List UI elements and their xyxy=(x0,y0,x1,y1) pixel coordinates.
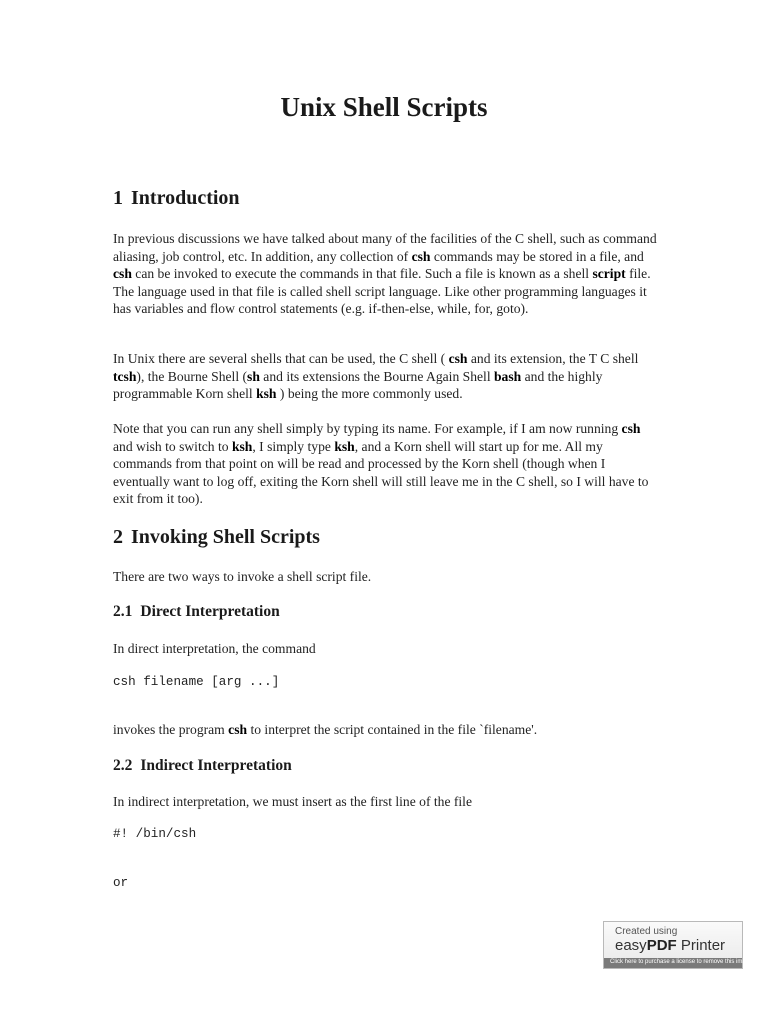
bold-command-name: csh xyxy=(228,722,248,737)
indirect-lead: In indirect interpretation, we must insert as the first line of the file xyxy=(113,794,472,809)
text-run: In Unix there are several shells that can be used, the C shell ( xyxy=(113,351,449,366)
section-number: 1 xyxy=(113,187,123,209)
text-run: invokes the program xyxy=(113,722,229,737)
text-run: to interpret the script contained in the file `filename'. xyxy=(247,722,538,737)
bold-command-name: ksh xyxy=(256,386,277,402)
text-run: Note that you can run any shell simply by typing its name. For example, if I am now running xyxy=(113,421,622,436)
intro-paragraph-3 xyxy=(113,420,661,508)
subsection-2-2-heading xyxy=(113,757,292,775)
section-2-intro: There are two ways to invoke a shell script file. xyxy=(113,569,372,584)
bold-command-name: csh xyxy=(113,266,132,282)
document-title: Unix Shell Scripts xyxy=(280,92,488,122)
easypdf-printer-badge[interactable] xyxy=(603,921,753,969)
subsection-2-1-heading xyxy=(113,603,280,621)
intro-paragraph-2 xyxy=(113,350,661,403)
subsection-title: Indirect Interpretation xyxy=(140,757,292,774)
text-run: commands may be stored in a file, and xyxy=(430,248,644,264)
bold-command-name: bash xyxy=(494,368,522,384)
text-run: , and a Korn shell will start up for me. All my commands from that point on will be read and processed by the Korn shell (though when I eventually want to log off, exiting the Korn shell will still leave me in the C shell, so I will have to exit from it too). xyxy=(113,438,649,507)
text-run: ), the Bourne Shell ( xyxy=(136,368,248,384)
bold-command-name: csh xyxy=(448,351,468,366)
intro-paragraph-1 xyxy=(113,230,661,318)
easypdf-logo: easyPDF Printer xyxy=(615,937,726,954)
section-1-heading xyxy=(113,187,240,210)
badge-license-link[interactable]: Click here to purchase a license to remove this image xyxy=(610,959,753,965)
bold-command-name: sh xyxy=(247,368,260,384)
text-run: and its extension, the T C shell xyxy=(467,351,639,366)
section-2-heading xyxy=(113,526,320,549)
direct-lead: In direct interpretation, the command xyxy=(113,641,316,656)
bold-command-name: script xyxy=(592,266,626,282)
subsection-title: Direct Interpretation xyxy=(140,603,280,620)
text-run: and the highly programmable Korn shell xyxy=(113,368,603,402)
bold-command-name: csh xyxy=(411,248,431,264)
text-run: ) being the more commonly used. xyxy=(276,386,463,402)
subsection-number: 2.1 xyxy=(113,603,133,620)
subsection-number: 2.2 xyxy=(113,757,133,774)
indirect-code-example: #! /bin/csh xyxy=(113,827,197,841)
bold-command-name: ksh xyxy=(334,438,355,454)
badge-created-text: Created using xyxy=(615,926,678,937)
text-run: , I simply type xyxy=(252,438,335,454)
direct-code-example: csh filename [arg ...] xyxy=(113,675,280,689)
section-title: Invoking Shell Scripts xyxy=(131,526,320,548)
bold-command-name: tcsh xyxy=(113,368,137,384)
bold-command-name: csh xyxy=(621,421,641,436)
text-run: In previous discussions we have talked about many of the facilities of the C shell, such as command aliasing, job control, etc. In addition, any collection of xyxy=(113,231,657,264)
section-title: Introduction xyxy=(131,187,240,209)
badge-license-strip[interactable] xyxy=(604,958,753,968)
bold-command-name: ksh xyxy=(231,438,253,454)
text-run: and its extensions the Bourne Again Shell xyxy=(259,368,494,384)
text-run: and wish to switch to xyxy=(113,438,232,454)
direct-explanation xyxy=(113,721,661,739)
indirect-or-text: or xyxy=(113,876,129,890)
text-run: file. The language used in that file is called shell script language. Like other programming languages it has variables and flow control statements (e.g. if-then-else, while, for, goto). xyxy=(113,266,651,317)
text-run: can be invoked to execute the commands in that file. Such a file is known as a shell xyxy=(131,266,593,282)
section-number: 2 xyxy=(113,526,123,548)
